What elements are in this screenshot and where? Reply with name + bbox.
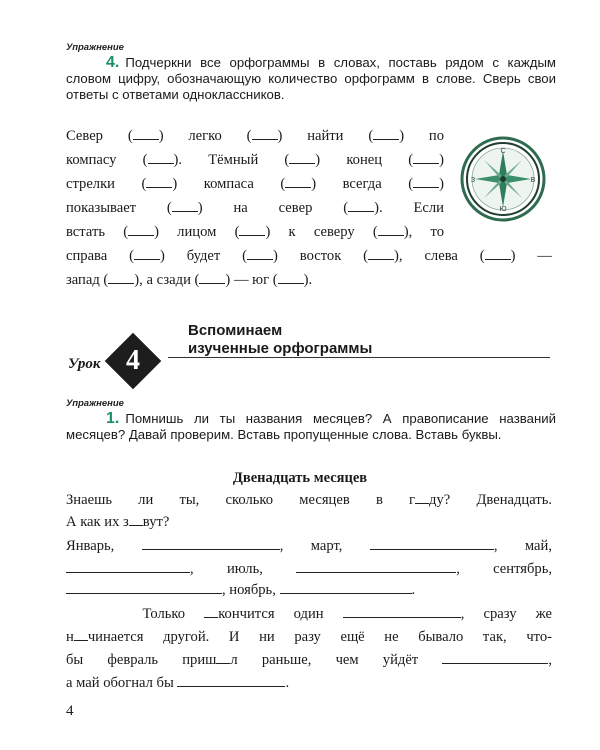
exercise-label-2: Упражнение bbox=[66, 398, 124, 409]
word: лицом bbox=[177, 224, 217, 240]
months-line-3 bbox=[66, 581, 415, 599]
text: кончится один bbox=[218, 606, 324, 622]
blank[interactable] bbox=[285, 175, 311, 188]
word: встать bbox=[66, 224, 105, 240]
word: , слева bbox=[398, 248, 458, 264]
month-blank[interactable] bbox=[66, 581, 222, 594]
month-blank[interactable] bbox=[370, 537, 494, 550]
text: , май, bbox=[493, 538, 552, 554]
word: к северу bbox=[288, 224, 355, 240]
task-4-text: Подчеркни все орфограммы в словах, поставь рядом с каждым словом цифру, обозначающую количество орфограмм в слове. Сверь свои ответы с ответами одноклассников. bbox=[66, 55, 556, 102]
poem-line-2 bbox=[66, 513, 169, 531]
text: ду? Двенадцать. bbox=[429, 492, 553, 508]
text: а май обогнал бы bbox=[66, 675, 174, 691]
word: запад bbox=[66, 272, 100, 288]
text: бы февраль приш bbox=[66, 652, 217, 668]
text: , июль, bbox=[190, 561, 263, 577]
word: всегда bbox=[342, 176, 382, 192]
page-number: 4 bbox=[66, 703, 74, 719]
compass-letter-e: В bbox=[530, 177, 536, 184]
blank[interactable] bbox=[199, 271, 225, 284]
text: , ноябрь, bbox=[222, 582, 276, 598]
blank[interactable] bbox=[485, 247, 511, 260]
word: компасу bbox=[66, 152, 117, 168]
text: , март, bbox=[279, 538, 343, 554]
month-blank[interactable] bbox=[66, 560, 190, 573]
blank[interactable] bbox=[134, 247, 160, 260]
blank[interactable] bbox=[378, 223, 404, 236]
task-1-number: 1. bbox=[106, 410, 120, 427]
poem-line-3 bbox=[66, 605, 552, 623]
text-line-7: запад ( ), а сзади ( ) — юг ( ). bbox=[66, 272, 313, 288]
blank[interactable] bbox=[373, 127, 399, 140]
blank[interactable] bbox=[413, 151, 439, 164]
blank[interactable] bbox=[146, 175, 172, 188]
letter-blank[interactable] bbox=[204, 605, 218, 618]
month-blank[interactable] bbox=[343, 605, 461, 618]
task-1-instructions bbox=[66, 411, 556, 443]
text-line-6: справа ( ) будет ( ) восток ( ), слева ( ) — bbox=[66, 248, 552, 264]
word: Север bbox=[66, 128, 103, 144]
blank[interactable] bbox=[348, 199, 374, 212]
word: компаса bbox=[203, 176, 254, 192]
lesson-title bbox=[188, 322, 372, 358]
word: по bbox=[428, 128, 445, 144]
text: н bbox=[66, 629, 74, 645]
letter-blank[interactable] bbox=[129, 513, 143, 526]
month-blank[interactable] bbox=[296, 560, 456, 573]
word: — bbox=[537, 248, 552, 264]
poem-line-4 bbox=[66, 628, 552, 646]
lesson-title-line-1: Вспоминаем bbox=[188, 322, 283, 339]
blank[interactable] bbox=[148, 151, 174, 164]
text-line-5: встать ( ) лицом ( ) к северу ( ), то bbox=[66, 224, 444, 240]
text: . bbox=[285, 675, 290, 691]
lesson-title-line-2: изученные орфограммы bbox=[188, 340, 373, 357]
month-blank[interactable] bbox=[280, 581, 412, 594]
compass-letter-w: З bbox=[470, 177, 476, 184]
blank[interactable] bbox=[289, 151, 315, 164]
poem-line-1 bbox=[66, 491, 552, 509]
blank[interactable] bbox=[128, 223, 154, 236]
text: вут? bbox=[142, 514, 170, 530]
text-line-2: компасу ( ). Тёмный ( ) конец ( ) bbox=[66, 152, 444, 168]
months-line-1 bbox=[66, 537, 552, 555]
compass-letter-s: Ю bbox=[499, 206, 507, 213]
word: стрелки bbox=[66, 176, 115, 192]
poem-title: Двенадцать месяцев bbox=[232, 470, 368, 486]
text: , сразу же bbox=[460, 606, 553, 622]
lesson-divider bbox=[168, 357, 550, 358]
text: А как их з bbox=[66, 514, 129, 530]
word: , то bbox=[408, 224, 444, 240]
month-blank[interactable] bbox=[442, 651, 548, 664]
word: . bbox=[308, 272, 313, 288]
blank[interactable] bbox=[108, 271, 134, 284]
blank[interactable] bbox=[247, 247, 273, 260]
text: Только bbox=[142, 606, 186, 622]
exercise-label: Упражнение bbox=[66, 42, 124, 53]
word: найти bbox=[307, 128, 344, 144]
word: . Тёмный bbox=[178, 152, 259, 168]
word: . Если bbox=[378, 200, 444, 216]
poem-line-6 bbox=[66, 674, 289, 692]
text: , сентябрь, bbox=[456, 561, 552, 577]
blank[interactable] bbox=[368, 247, 394, 260]
blank[interactable] bbox=[278, 271, 304, 284]
word: на bbox=[233, 200, 248, 216]
lesson-label: Урок bbox=[68, 356, 101, 372]
task-4-number: 4. bbox=[106, 54, 120, 71]
blank[interactable] bbox=[172, 199, 198, 212]
months-line-2 bbox=[66, 560, 552, 578]
word: показывает bbox=[66, 200, 137, 216]
blank[interactable] bbox=[252, 127, 278, 140]
task-4-instructions bbox=[66, 55, 556, 103]
text: . bbox=[411, 582, 416, 598]
word: будет bbox=[186, 248, 221, 264]
text-line-1: Север ( ) легко ( ) найти ( ) по bbox=[66, 128, 445, 144]
letter-blank[interactable] bbox=[74, 628, 88, 641]
text: , bbox=[548, 652, 552, 668]
poem-line-5 bbox=[66, 651, 552, 669]
word: легко bbox=[188, 128, 222, 144]
word: , а сзади bbox=[139, 272, 191, 288]
word: север bbox=[278, 200, 313, 216]
lesson-number: 4 bbox=[126, 345, 140, 376]
blank[interactable] bbox=[239, 223, 265, 236]
word: справа bbox=[66, 248, 108, 264]
letter-blank[interactable] bbox=[216, 651, 230, 664]
blank[interactable] bbox=[413, 175, 439, 188]
text-line-3: стрелки ( ) компаса ( ) всегда ( ) bbox=[66, 176, 444, 192]
text: Январь, bbox=[66, 538, 115, 554]
text: Знаешь ли ты, сколько месяцев в г bbox=[66, 492, 416, 508]
text: л раньше, чем уйдёт bbox=[230, 652, 419, 668]
text-line-4: показывает ( ) на север ( ). Если bbox=[66, 200, 444, 216]
word: восток bbox=[299, 248, 342, 264]
letter-blank[interactable] bbox=[415, 491, 429, 504]
month-blank[interactable] bbox=[177, 674, 285, 687]
compass-icon bbox=[460, 136, 546, 222]
month-blank[interactable] bbox=[142, 537, 280, 550]
blank[interactable] bbox=[133, 127, 159, 140]
text: чинается другой. И ни разу ещё не бывало так, что- bbox=[87, 629, 552, 645]
word: конец bbox=[346, 152, 383, 168]
compass-letter-n: С bbox=[500, 148, 506, 155]
word: — юг bbox=[233, 272, 270, 288]
task-1-text: Помнишь ли ты названия месяцев? А правописание названий месяцев? Давай проверим. Вставь пропущенные слова. Вставь буквы. bbox=[66, 411, 556, 442]
